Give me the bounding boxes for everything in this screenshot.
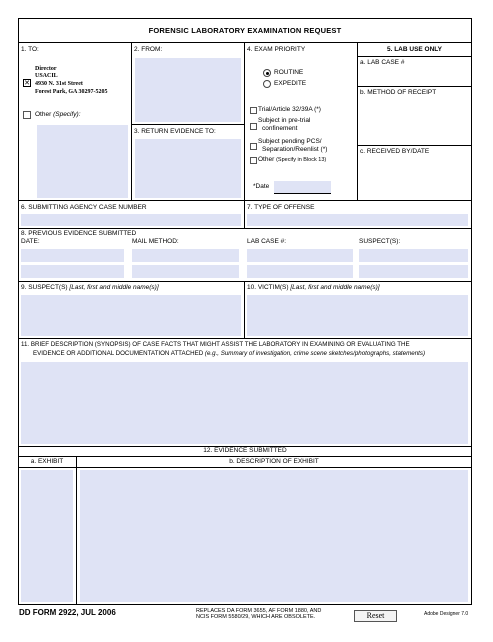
- block10-hint: [Last, first and middle name(s)]: [290, 284, 380, 291]
- address-line-street: 4930 N. 31st Street: [35, 81, 83, 87]
- block11-line2-text: EVIDENCE OR ADDITIONAL DOCUMENTATION ATTACHED: [33, 350, 204, 357]
- block12-label: 12. EVIDENCE SUBMITTED: [203, 447, 287, 454]
- block8-label: 8. PREVIOUS EVIDENCE SUBMITTED: [21, 230, 137, 237]
- row4-top: [18, 281, 472, 282]
- prev-date-field-1[interactable]: [21, 249, 124, 262]
- prev-date-field-2[interactable]: [21, 265, 124, 278]
- offense-type-field[interactable]: [247, 214, 468, 226]
- row2-divider: [244, 200, 245, 228]
- received-by-label: c. RECEIVED BY/DATE: [360, 148, 430, 155]
- priority-date-underline: [274, 193, 331, 194]
- lab-case-label: a. LAB CASE #: [360, 59, 405, 66]
- agency-case-field[interactable]: [21, 214, 241, 226]
- priority-expedite-radio[interactable]: [263, 80, 271, 88]
- prev-mail-field-2[interactable]: [132, 265, 239, 278]
- block9-hint: [Last, first and middle name(s)]: [69, 284, 159, 291]
- form-border-top: [18, 18, 472, 19]
- block9-label: [21, 285, 159, 292]
- form-id: DD FORM 2922, JUL 2006: [19, 608, 116, 617]
- date-label: *Date: [253, 183, 270, 190]
- block6-label: 6. SUBMITTING AGENCY CASE NUMBER: [21, 204, 147, 211]
- block7-label: 7. TYPE OF OFFENSE: [247, 204, 315, 211]
- pcs-label-1: Subject pending PCS/: [258, 138, 322, 145]
- form-title: FORENSIC LABORATORY EXAMINATION REQUEST: [148, 26, 342, 35]
- reset-button[interactable]: Reset: [354, 610, 397, 622]
- to-other-label: [35, 112, 81, 119]
- block5-label: 5. LAB USE ONLY: [386, 46, 443, 53]
- col-divider-3: [357, 42, 358, 200]
- method-receipt-label: b. METHOD OF RECEIPT: [360, 89, 437, 96]
- form-border-left: [18, 18, 19, 605]
- to-other-specify: (Specify):: [53, 111, 81, 118]
- other-priority-label: [258, 157, 326, 164]
- block10-label: [247, 285, 380, 292]
- address-line-director: Director: [35, 66, 57, 72]
- prev-suspect-field-2[interactable]: [359, 265, 468, 278]
- block1-label: 1. TO:: [21, 46, 39, 53]
- replaces-line-1: REPLACES DA FORM 3655, AF FORM 1880, AND: [196, 608, 322, 614]
- pretrial-checkbox[interactable]: [250, 123, 257, 130]
- trial-label: Trial/Article 32/39A (*): [258, 106, 321, 113]
- block11-line1: 11. BRIEF DESCRIPTION (SYNOPSIS) OF CASE FACTS THAT MIGHT ASSIST THE LABORATORY IN EXAMINING OR EVALUATING THE: [21, 341, 410, 348]
- other-priority-checkbox[interactable]: [250, 157, 257, 164]
- prev-labcase-label: LAB CASE #:: [247, 238, 287, 245]
- pcs-checkbox[interactable]: [250, 143, 257, 150]
- block4-label: 4. EXAM PRIORITY: [247, 46, 306, 53]
- block2-label: 2. FROM:: [134, 46, 163, 53]
- prev-mail-label: MAIL METHOD:: [132, 238, 179, 245]
- priority-expedite-label: EXPEDITE: [274, 80, 307, 87]
- prev-suspect-field-1[interactable]: [359, 249, 468, 262]
- form-border-bottom: [18, 604, 472, 605]
- row2-top: [18, 200, 472, 201]
- pretrial-label-2: confinement: [262, 125, 298, 132]
- prev-mail-field-1[interactable]: [132, 249, 239, 262]
- pretrial-label-1: Subject in pre-trial: [258, 117, 311, 124]
- other-priority-note: (Specify in Block 13): [276, 157, 327, 163]
- prev-labcase-field-1[interactable]: [247, 249, 353, 262]
- to-other-field[interactable]: [37, 125, 128, 198]
- row5-top: [18, 338, 472, 339]
- pcs-label-2: Separation/Reenlist (*): [262, 146, 328, 153]
- col-divider-2: [244, 42, 245, 200]
- exhibit-description-field[interactable]: [80, 470, 468, 602]
- victims-field[interactable]: [247, 295, 468, 336]
- exhibit-field[interactable]: [21, 470, 73, 602]
- block3-label: 3. RETURN EVIDENCE TO:: [134, 128, 216, 135]
- prev-suspect-label: SUSPECT(S):: [359, 238, 401, 245]
- block2-3-divider: [131, 124, 244, 125]
- to-other-text: Other: [35, 111, 52, 118]
- address-line-usacil: USACIL: [35, 73, 58, 79]
- to-other-checkbox[interactable]: [23, 111, 31, 119]
- priority-date-field[interactable]: [274, 181, 331, 193]
- software-label: Adobe Designer 7.0: [424, 611, 469, 617]
- block5-divider-ab: [357, 86, 472, 87]
- trial-checkbox[interactable]: [250, 107, 257, 114]
- priority-routine-label: ROUTINE: [274, 69, 304, 76]
- to-usacil-checkbox[interactable]: ✕: [24, 79, 30, 87]
- row3-top: [18, 228, 472, 229]
- other-priority-text: Other: [258, 156, 275, 163]
- row4-divider: [244, 281, 245, 338]
- block5-header-underline: [357, 56, 472, 57]
- col-divider-1: [131, 42, 132, 200]
- block11-hint: (e.g., Summary of investigation, crime scene sketches/photographs, statements): [204, 350, 426, 357]
- block10-text: 10. VICTIM(S): [247, 284, 289, 291]
- from-field[interactable]: [135, 58, 241, 122]
- replaces-line-2: NCIS FORM 5580/29, WHICH ARE OBSOLETE.: [196, 614, 316, 620]
- address-line-city: Forest Park, GA 30297-5205: [35, 89, 108, 95]
- case-synopsis-field[interactable]: [21, 362, 468, 444]
- exhibit-col-header: a. EXHIBIT: [30, 458, 64, 465]
- prev-date-label: DATE:: [21, 238, 40, 245]
- prev-labcase-field-2[interactable]: [247, 265, 353, 278]
- suspects-field[interactable]: [21, 295, 241, 336]
- block11-line2: [33, 351, 425, 357]
- block12-title-underline: [18, 456, 472, 457]
- title-divider: [18, 42, 472, 43]
- description-col-header: b. DESCRIPTION OF EXHIBIT: [229, 458, 319, 465]
- return-evidence-field[interactable]: [135, 139, 241, 198]
- block12-col-divider: [76, 456, 77, 604]
- block5-divider-bc: [357, 145, 472, 146]
- form-border-right: [471, 18, 472, 605]
- priority-routine-radio[interactable]: [263, 69, 271, 77]
- block9-text: 9. SUSPECT(S): [21, 284, 68, 291]
- block12-header-underline: [18, 467, 472, 468]
